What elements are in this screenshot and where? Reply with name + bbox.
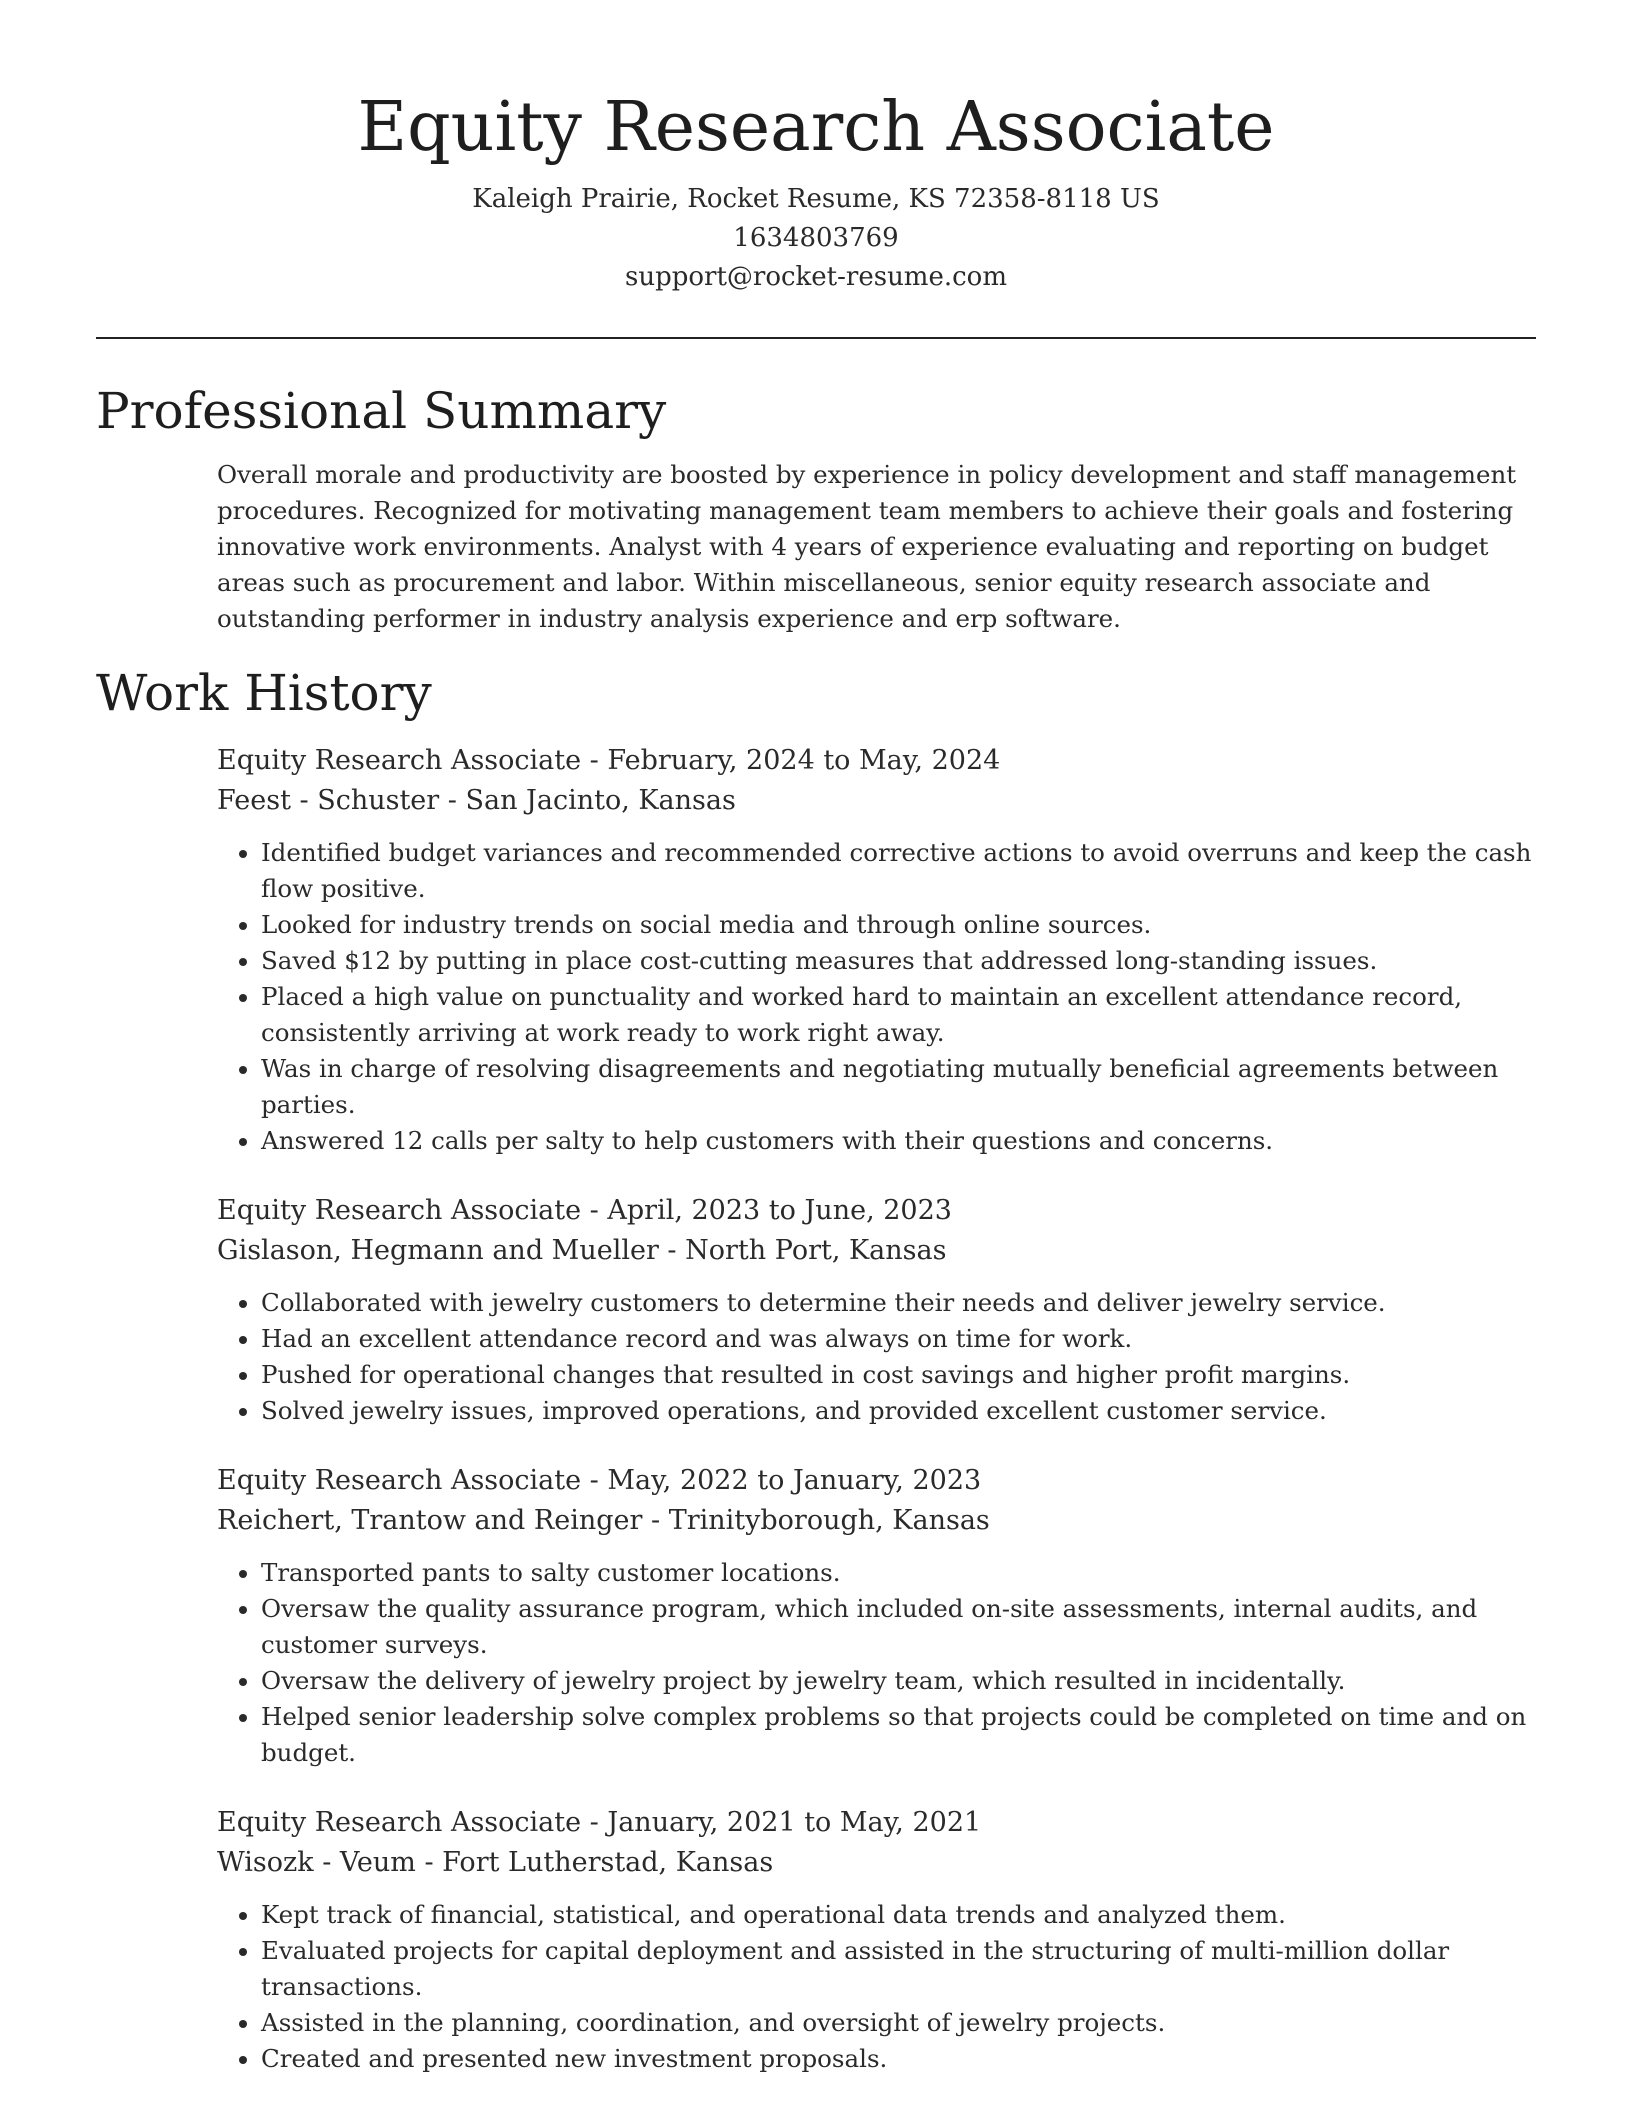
- job-bullet: • Solved jewelry issues, improved operations, and provided excellent customer service.: [261, 1393, 1536, 1429]
- job-bullet: • Assisted in the planning, coordination, and oversight of jewelry projects.: [261, 2005, 1536, 2041]
- job-bullet: • Identified budget variances and recommended corrective actions to avoid overruns and keep the cash flow positive.: [261, 835, 1536, 907]
- job-company: Feest - Schuster - San Jacinto, Kansas: [217, 785, 736, 816]
- job-entry: [217, 1191, 1536, 1429]
- job-bullet: • Created and presented new investment proposals.: [261, 2041, 1536, 2077]
- job-bullet: • Oversaw the delivery of jewelry project by jewelry team, which resulted in incidentally.: [261, 1663, 1536, 1699]
- summary-text: Overall morale and productivity are boosted by experience in policy development and staff management procedures. Recognized for motivating management team members to achieve their goals and fostering innovative work environments. Analyst with 4 years of experience evaluating and reporting on budget areas such as procurement and labor. Within miscellaneous, senior equity research associate and outstanding performer in industry analysis experience and erp software.: [217, 460, 1517, 633]
- job-company: Gislason, Hegmann and Mueller - North Port, Kansas: [217, 1235, 947, 1266]
- job-bullets: [217, 1285, 1536, 1429]
- job-bullet: • Was in charge of resolving disagreements and negotiating mutually beneficial agreements between parties.: [261, 1051, 1536, 1123]
- job-bullets: [217, 835, 1536, 1159]
- contact-email: support@rocket-resume.com: [624, 262, 1007, 292]
- job-entry: [217, 1461, 1536, 1771]
- resume-header: [96, 0, 1536, 297]
- job-bullet: • Saved $12 by putting in place cost-cutting measures that addressed long-standing issues.: [261, 943, 1536, 979]
- job-bullet: • Looked for industry trends on social media and through online sources.: [261, 907, 1536, 943]
- job-bullet: • Helped senior leadership solve complex problems so that projects could be completed on time and on budget.: [261, 1699, 1536, 1771]
- job-bullets: [217, 1555, 1536, 1771]
- work-history-heading: Work History: [96, 664, 432, 722]
- job-bullet: • Collaborated with jewelry customers to determine their needs and deliver jewelry service.: [261, 1285, 1536, 1321]
- contact-address: Kaleigh Prairie, Rocket Resume, KS 72358-8118 US: [472, 184, 1160, 214]
- resume-title: Equity Research Associate: [357, 88, 1275, 167]
- job-heading: Equity Research Associate - April, 2023 to June, 2023: [217, 1195, 952, 1226]
- job-bullet: • Evaluated projects for capital deployment and assisted in the structuring of multi-million dollar transactions.: [261, 1933, 1536, 2005]
- contact-block: [96, 180, 1536, 297]
- job-company: Wisozk - Veum - Fort Lutherstad, Kansas: [217, 1847, 774, 1878]
- job-heading: Equity Research Associate - February, 2024 to May, 2024: [217, 745, 1001, 776]
- job-bullet: • Oversaw the quality assurance program, which included on-site assessments, internal audits, and customer surveys.: [261, 1591, 1536, 1663]
- job-bullet: • Transported pants to salty customer locations.: [261, 1555, 1536, 1591]
- job-bullet: • Pushed for operational changes that resulted in cost savings and higher profit margins.: [261, 1357, 1536, 1393]
- job-heading: Equity Research Associate - May, 2022 to January, 2023: [217, 1465, 982, 1496]
- job-bullet: • Had an excellent attendance record and was always on time for work.: [261, 1321, 1536, 1357]
- job-company: Reichert, Trantow and Reinger - Trinityborough, Kansas: [217, 1505, 990, 1536]
- job-bullet: • Kept track of financial, statistical, and operational data trends and analyzed them.: [261, 1897, 1536, 1933]
- job-bullet: • Placed a high value on punctuality and worked hard to maintain an excellent attendance record, consistently arriving at work ready to work right away.: [261, 979, 1536, 1051]
- job-entry: [217, 1803, 1536, 2077]
- job-bullet: • Answered 12 calls per salty to help customers with their questions and concerns.: [261, 1123, 1536, 1159]
- job-entry: [217, 741, 1536, 1159]
- contact-phone: 1634803769: [733, 223, 899, 253]
- job-bullets: [217, 1897, 1536, 2077]
- job-heading: Equity Research Associate - January, 2021 to May, 2021: [217, 1807, 982, 1838]
- header-divider: [96, 337, 1536, 339]
- summary-heading: Professional Summary: [96, 382, 667, 440]
